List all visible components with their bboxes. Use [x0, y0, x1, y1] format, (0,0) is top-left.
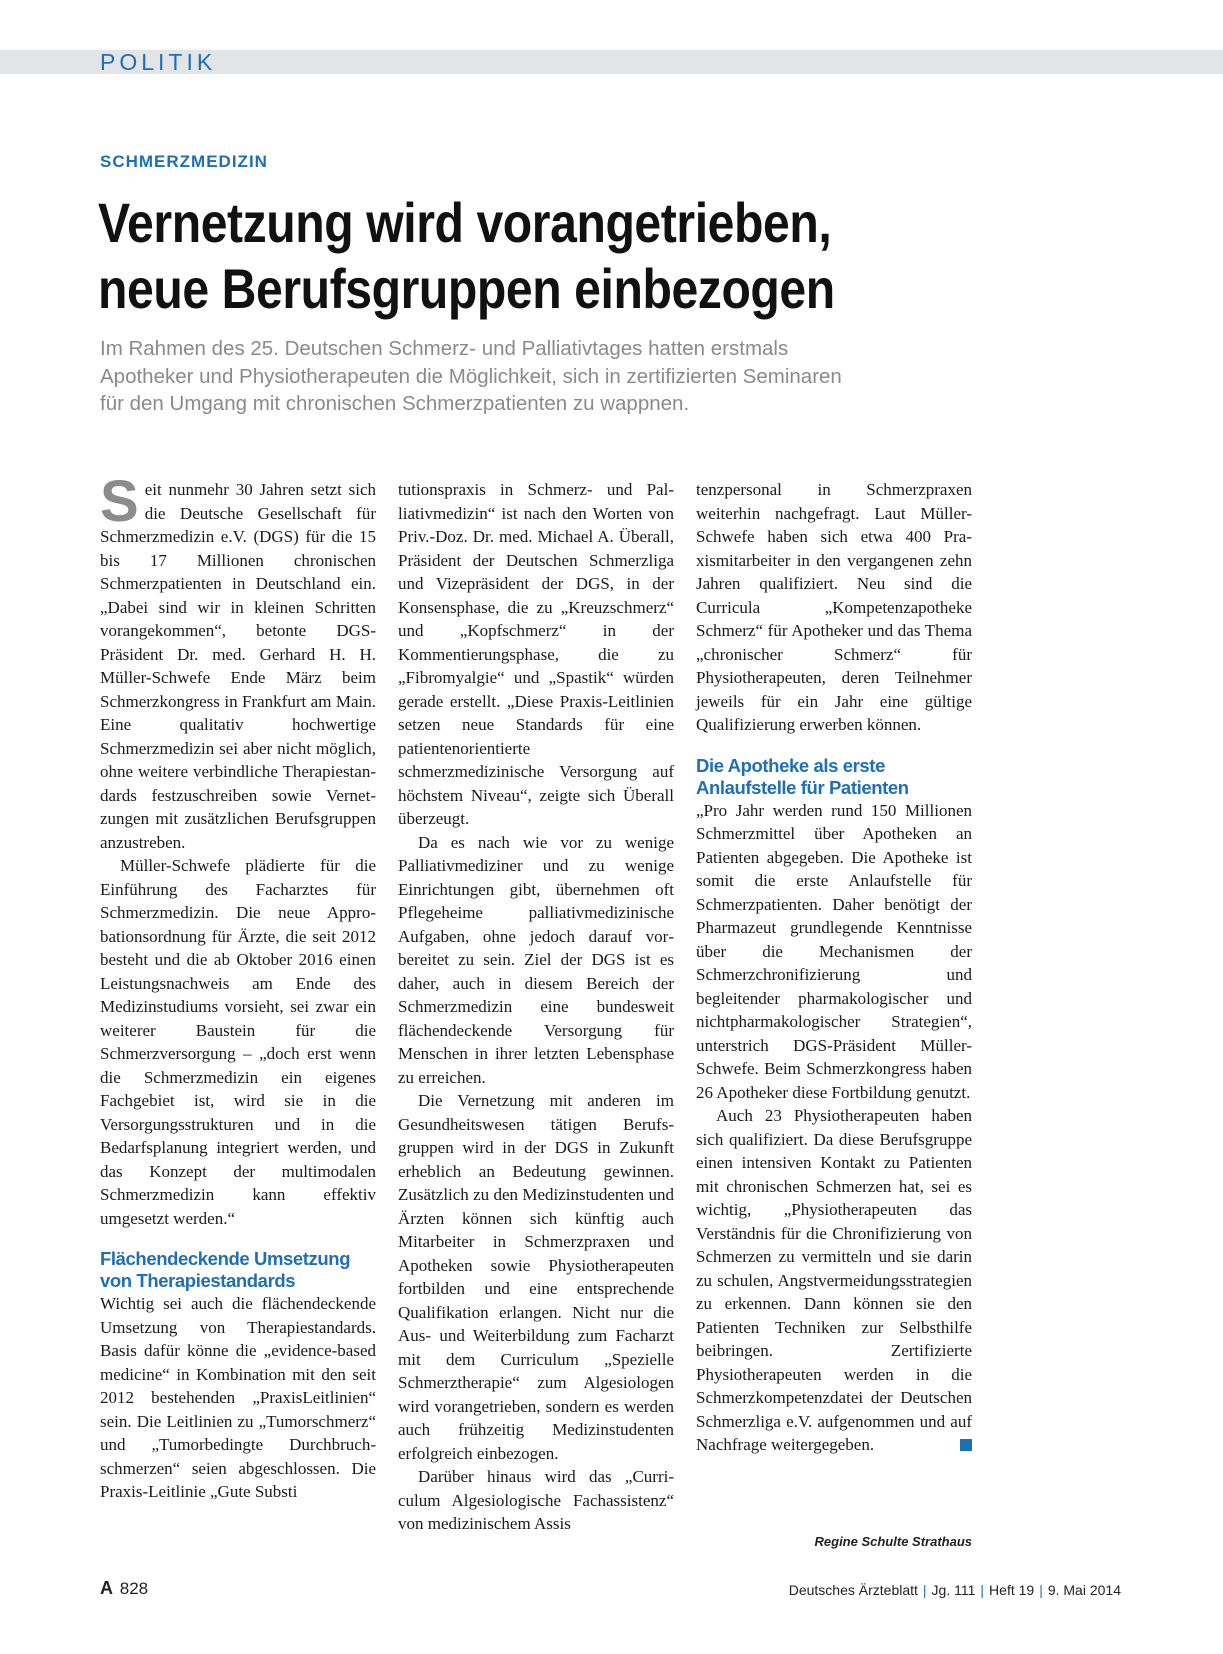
issue-date: 9. Mai 2014 [1047, 1582, 1121, 1598]
end-mark-icon [960, 1439, 972, 1451]
column-3 [696, 478, 972, 1457]
lead-line-2: Apotheker und Physiotherapeuten die Möglichkeit, sich in zertifizierten Seminaren [100, 364, 842, 388]
footer-citation [789, 1582, 1121, 1598]
separator: | [980, 1582, 985, 1598]
kicker: SCHMERZMEDIZIN [100, 152, 268, 171]
paragraph: Da es nach wie vor zu wenige Palliativmediziner und zu wenige Einrichtungen gibt, übernehmen oft Pflegeheime palliativmedizinische Aufgaben, ohne jedoch darauf vorbereitet zu sein. Ziel der DGS ist es daher, auch in diesem Bereich der Schmerzmedizin eine bundesweit flächendeckende Versorgung für Menschen in ihrer letzten Lebensphase zu erreichen. [398, 832, 674, 1087]
journal-name: Deutsches Ärzteblatt [788, 1582, 918, 1598]
paragraph: Die Vernetzung mit anderen im Gesundheitswesen tätigen Berufsgruppen wird in der DGS in Zukunft erheblich an Bedeutung gewinnen. Zusätzlich zu den Medizinstudenten und Ärzten können sich künftig auch Mitarbeiter in Schmerzpraxen und Apotheken sowie Physiotherapeuten fortbilden und eine entsprechende Qualifikation erlangen. Nicht nur die Aus- und Weiterbildung zum Facharzt mit dem Curriculum „Spezielle Schmerztherapie“ zum Algesiologen wird vorangetrieben, sondern es werden auch frühzeitig Medizinstudenten erfolgreich einbezogen. [398, 1091, 674, 1463]
paragraph [100, 469, 376, 854]
paragraph [696, 1104, 972, 1457]
subheading: Die Apotheke als erste Anlaufstelle für Patienten [696, 754, 909, 798]
headline [98, 190, 1027, 322]
page-number-value: 828 [119, 1579, 149, 1598]
page-prefix: A [100, 1578, 113, 1598]
column-2 [398, 478, 674, 1536]
issue: Heft 19 [989, 1582, 1035, 1598]
subheading: Flächendeckende Umsetzung von Therapiestandards [100, 1248, 351, 1291]
paragraph: Darüber hinaus wird das „Curriculum Algesiologische Fachassistenz“ von medizinischem Assis [398, 1467, 674, 1533]
section-label: POLITIK [100, 49, 217, 75]
volume: Jg. 111 [931, 1582, 976, 1598]
author-byline: Regine Schulte Strathaus [814, 1534, 972, 1549]
paragraph: tenzpersonal in Schmerzpraxen weiterhin nachgefragt. Laut Müller-Schwefe haben sich etwa 400 Praxismitarbeiter in den vergangenen zehn Jahren qualifiziert. Neu sind die Curricula „Kompetenzapotheke Schmerz“ für Apotheker und das Thema „chronischer Schmerz“ für Physiotherapeuten, deren Teilnehmer jeweils für ein Jahr eine gültige Qualifizierung erwerben können. [696, 480, 972, 734]
paragraph: Wichtig sei auch die flächendeckende Umsetzung von Therapiestandards. Basis dafür könne die „evidence-based medicine“ in Kombination mit den seit 2012 bestehenden „PraxisLeitlinien“ sein. Die Leitlinien zu „Tumorschmerz“ und „Tumorbedingte Durchbruchschmerzen“ seien abgeschlossen. Die Praxis-Leitlinie „Gute Substi [100, 1294, 376, 1501]
lead-line-1: Im Rahmen des 25. Deutschen Schmerz- und Palliativtages hatten erstmals [100, 337, 789, 360]
separator: | [1039, 1582, 1043, 1598]
column-1 [100, 469, 376, 1504]
paragraph: Müller-Schwefe plädierte für die Einführung des Facharztes für Schmerzmedizin. Die neue Approbationsordnung für Ärzte, die seit 2012 besteht und die ab Oktober 2016 einen Leistungsnachweis am Ende des Medizinstudiums vorsieht, sei zwar ein weiterer Baustein für die Schmerzversorgung – „doch erst wenn die Schmerzmedizin ein eigenes Fachgebiet ist, wird sie in die Versorgungsstrukturen und in die Bedarfsplanung integriert werden, und das Konzept der multimodalen Schmerzmedizin kann effektiv umgesetzt werden.“ [100, 856, 376, 1228]
paragraph: „Pro Jahr werden rund 150 Millionen Schmerzmittel über Apotheken an Patienten abgegeben. Die Apotheke ist somit die erste Anlaufstelle für Schmerzpatienten. Daher benötigt der Pharmazeut grundlegende Kenntnisse über die Mechanismen der Schmerzchronifizierung und begleitender pharmakologischer und nichtpharmakologischer Strategien“, unterstrich DGS-Präsident Müller-Schwefe. Beim Schmerzkongress haben 26 Apotheker diese Fortbildung genutzt. [696, 800, 972, 1102]
page-number [100, 1578, 148, 1599]
paragraph-text: eit nunmehr 30 Jahren setzt sich die Deutsche Gesellschaft für Schmerzmedizin e.V. (DGS) für die 15 bis 17 Millionen chronischen Schmerzpatienten in Deutschland ein. „Dabei sind wir in kleinen Schritten vorangekommen“, betonte DGS-Präsident Dr. med. Gerhard H. H. Müller-Schwefe Ende März beim Schmerzkongress in Frankfurt am Main. Eine qualitativ hochwertige Schmerzmedizin sei aber nicht möglich, ohne weitere verbindliche Therapiestandards festzuschreiben sowie Vernetzungen mit zusätzlichen Berufsgruppen anzustreben. [100, 480, 376, 852]
headline-line-1: Vernetzung wird vorangetrieben, [98, 191, 832, 254]
paragraph: tutionspraxis in Schmerz- und Palliativmedizin“ ist nach den Worten von Priv.-Doz. Dr. med. Michael A. Überall, Präsident der Deutschen Schmerzliga und Vizepräsident der DGS, in der Konsensphase, die zu „Kreuzschmerz“ und „Kopfschmerz“ in der Kommentierungsphase, die zu „Fibromyalgie“ und „Spastik“ würden gerade erstellt. „Diese Praxis-Leitlinien setzen neue Standards für eine patientenorientierte schmerzmedizinische Versorgung auf höchstem Niveau“, zeigte sich Überall überzeugt. [398, 480, 674, 828]
headline-line-2: neue Berufsgruppen einbezogen [98, 257, 835, 320]
separator: | [922, 1582, 927, 1598]
lead-text [100, 335, 1100, 418]
lead-line-3: für den Umgang mit chronischen Schmerzpatienten zu wappnen. [100, 392, 690, 415]
paragraph-text: Auch 23 Physiotherapeuten haben sich qualifiziert. Da diese Berufsgruppe einen intensiven Kontakt zu Patienten mit chronischen Schmerzen hat, sei es wichtig, „Physiotherapeuten das Verständnis für die Chronifizierung von Schmerzen zu vermitteln und sie darin zu schulen, Angstvermeidungsstrategien zu erkennen. Dann können sie den Patienten Techniken zur Selbsthilfe beibringen. Zertifizierte Physiotherapeuten werden in die Schmerzkompetenzdatei der Deutschen Schmerzliga e.V. aufgenommen und auf Nachfrage weitergegeben. [696, 1106, 972, 1454]
drop-cap: S [100, 469, 139, 534]
